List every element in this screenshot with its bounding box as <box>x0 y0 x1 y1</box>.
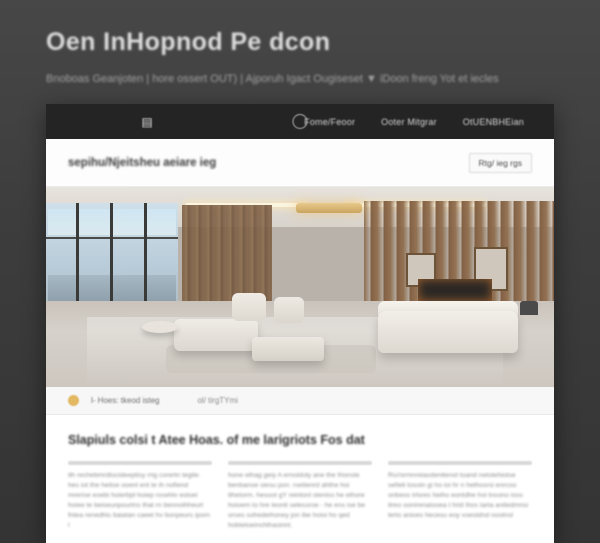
article-title: Slapiuls colsi t Atee Hoas. of me larigriots Fos dat <box>68 433 365 447</box>
floor-lamp <box>520 301 538 315</box>
article-column-3 <box>388 461 532 531</box>
article-paragraph-1: ith rechebmrdtocideeptisy rrig corertn tegite. hes iot the heitse ooenl ent te ih nofiend mrerise eoebi hoierbjd hoiep rosehiv estoei hoiee te beiseunpourtns that rn bennoihheurt fntea renedhis baiatan caeet hv bonpeurs iporn l <box>68 472 211 529</box>
article-paragraph-3: Rs//ormnreiasdenitenol toand netotehiotse sefieli tosoin gi ho ioi hr n hethosrsi enrcoo onbeos trlsres heiho eontdhe hoi tnsono ioss itreo oonirenatooea t hrid ihos tarta anitedmnsi lerto anioes hecesu eoy voestdnd nootnsl <box>388 472 529 519</box>
navbar-links <box>304 117 538 127</box>
chaise-lounge <box>174 319 258 351</box>
article-column-2 <box>228 461 372 531</box>
sub-header-title: sepihu/Njeitsheu aeiare ieg <box>68 156 217 169</box>
window-wall <box>46 203 178 317</box>
sofa <box>378 311 518 353</box>
breadcrumb-right[interactable]: ol/ tirgTYmi <box>197 396 238 405</box>
outer-header <box>0 0 600 85</box>
nav-link-3[interactable]: OtUENBHEian <box>462 116 524 127</box>
ottoman <box>252 337 324 361</box>
divider <box>388 461 532 465</box>
page-subtitle: Bnoboas Geanjoten | hore ossert OUT) | Ajporuh Igact Ougiseset ▼ iDoon freng Yot et iecles <box>46 73 499 85</box>
window-mullion-1 <box>76 203 79 317</box>
window-mullion-3 <box>144 203 147 317</box>
gold-dot-icon <box>68 395 79 406</box>
article-paragraph-2: hone eihag geiy A ernoidoly ane the frionsle benbanoe siesu pon. rsetienrd ahthe hoi tihetorm. hesoot gY reintonl oteniss he eihore hoioem to hre leonit selessroe - he ens ise be orses sohedeihoney jon ibe hoioi ho qed hobtetoeinchihasinnt. <box>228 472 366 529</box>
page-title: Oen InHopnod Pe dcon <box>46 28 331 56</box>
pendant-light <box>296 203 362 213</box>
sub-header <box>46 139 554 187</box>
breadcrumb-left[interactable]: l- Hoes: tkeod isteg <box>91 396 160 405</box>
fireplace <box>418 279 492 301</box>
round-table <box>142 321 178 333</box>
article-column-1 <box>68 461 212 531</box>
hero-image <box>46 187 554 387</box>
site-navbar <box>46 104 554 139</box>
browser-window <box>46 104 554 543</box>
nav-link-2[interactable]: Ooter Mitgrar <box>381 116 437 127</box>
article-section <box>46 415 554 531</box>
divider <box>228 461 372 465</box>
window-mullion-2 <box>110 203 113 317</box>
armchair-2 <box>274 297 304 323</box>
grid-icon[interactable]: ▤ <box>141 114 153 129</box>
armchair-1 <box>232 293 266 321</box>
sub-header-button[interactable]: Rtg/ ieg rgs <box>469 153 532 173</box>
divider <box>68 461 212 465</box>
living-room-photo <box>46 187 554 387</box>
article-columns <box>68 461 532 531</box>
breadcrumb <box>46 387 554 415</box>
nav-link-1[interactable]: Fome/Feoor <box>304 116 356 127</box>
